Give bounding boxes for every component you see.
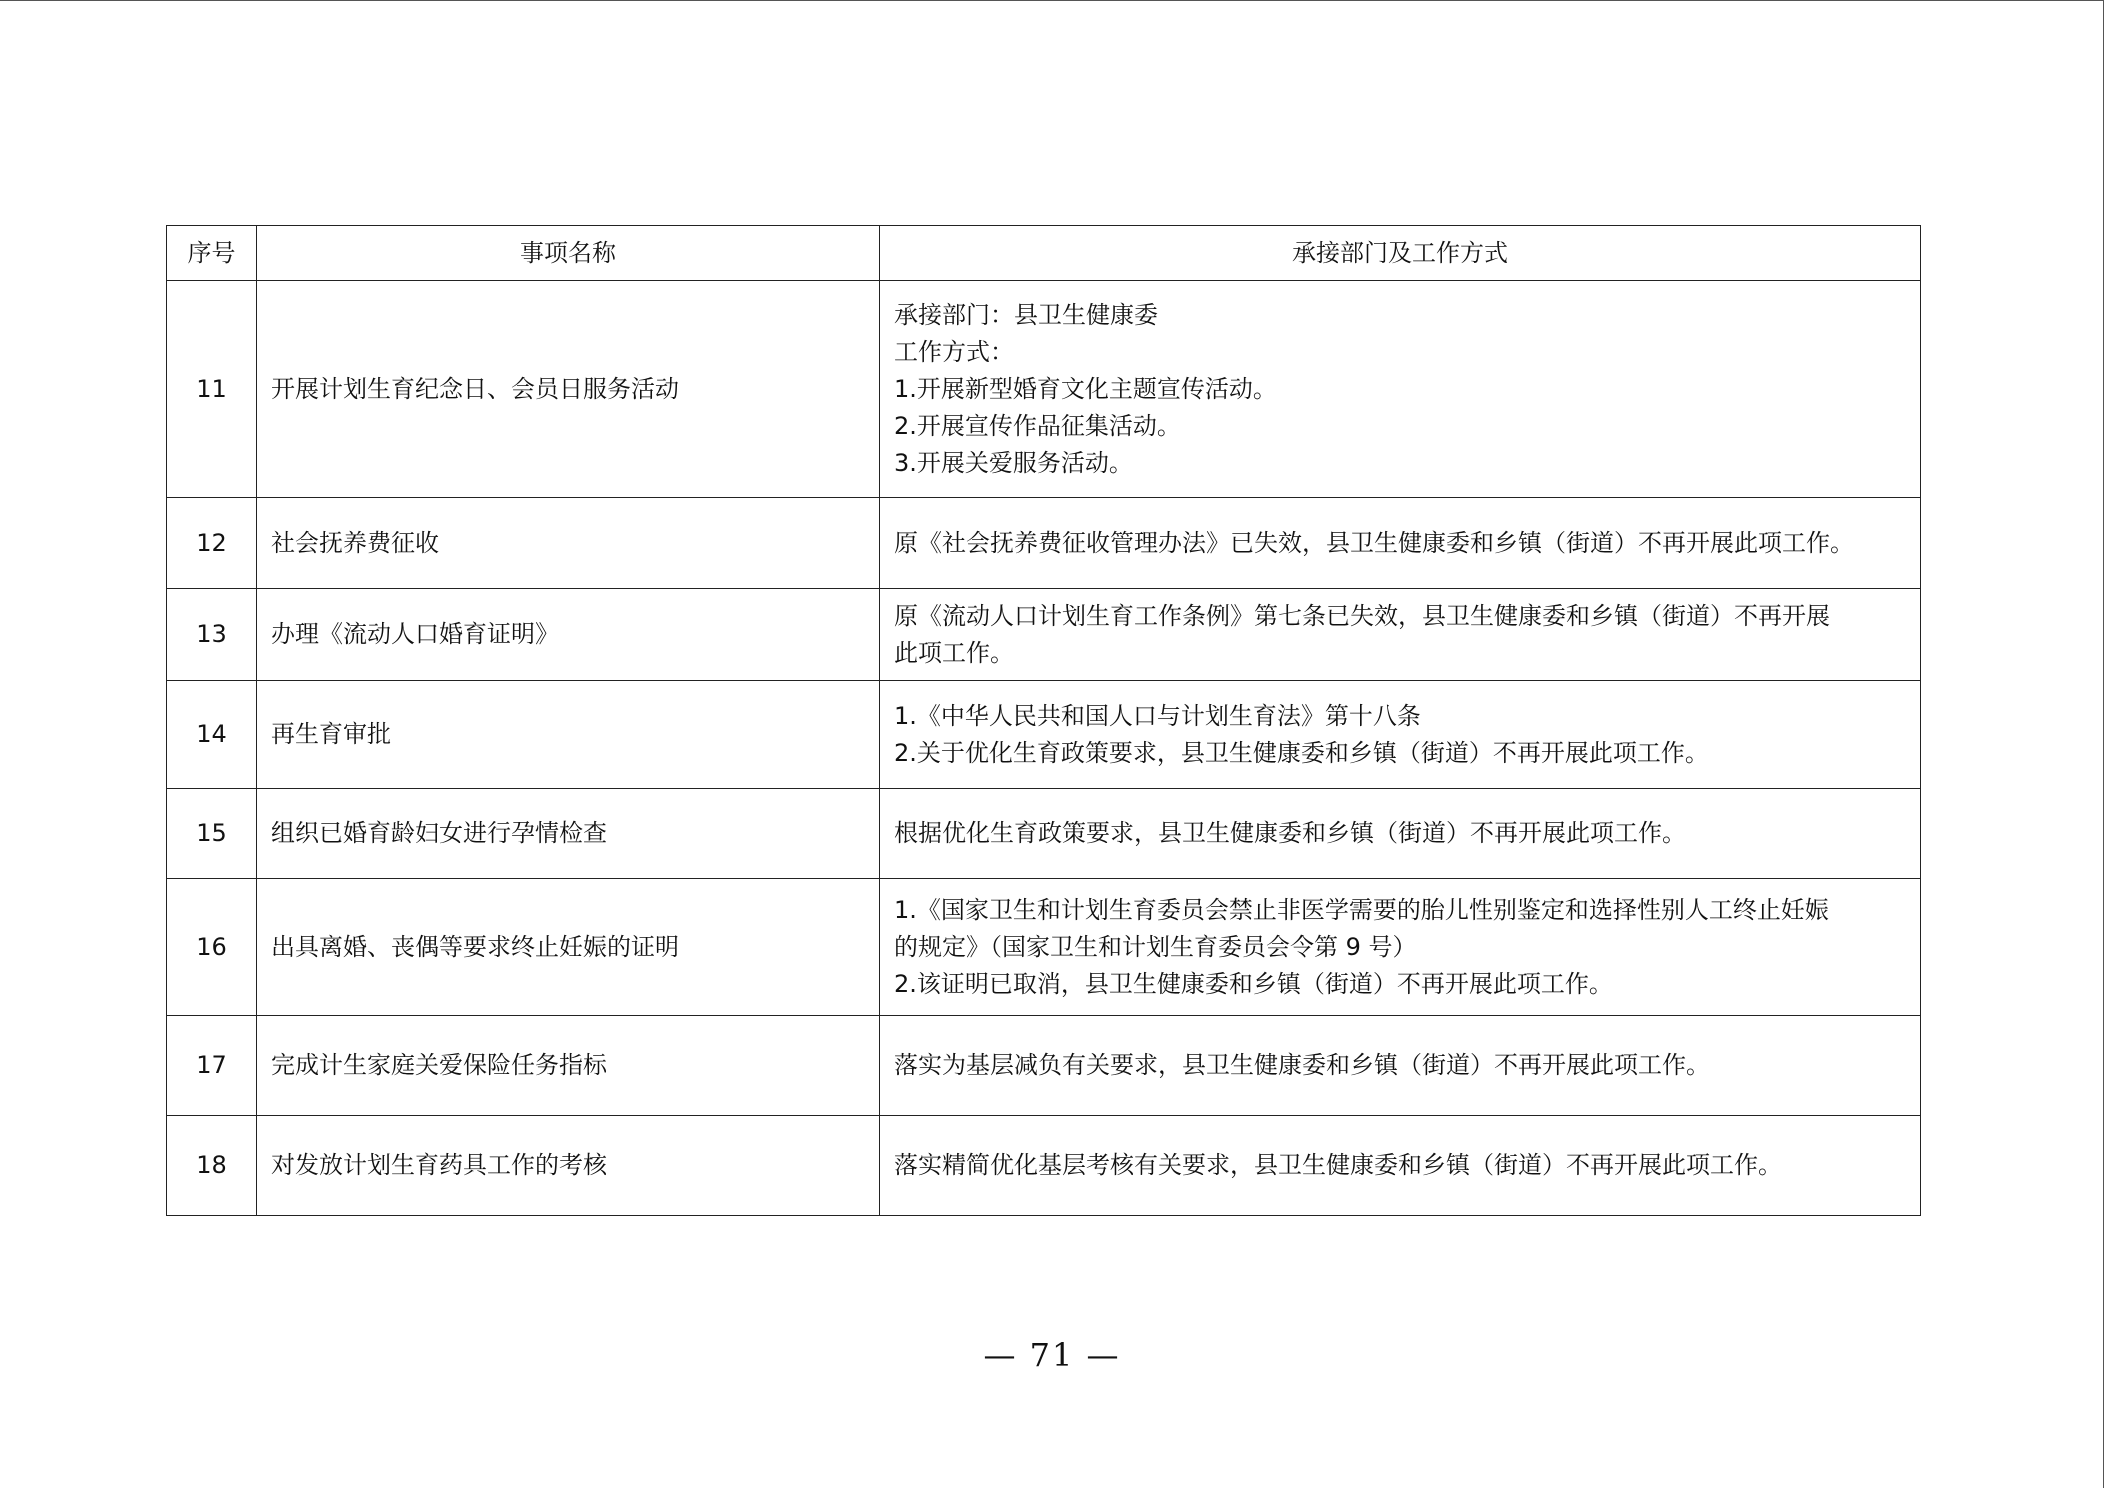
dept-line: 1.《国家卫生和计划生育委员会禁止非医学需要的胎儿性别鉴定和选择性别人工终止妊娠 bbox=[894, 895, 1829, 924]
table-row bbox=[167, 589, 1921, 681]
page-number: — 71 — bbox=[983, 1336, 1121, 1374]
row-department-method bbox=[880, 789, 1921, 879]
row-number: 18 bbox=[167, 1116, 257, 1216]
header-department-method: 承接部门及工作方式 bbox=[880, 226, 1921, 281]
dept-line: 2.关于优化生育政策要求，县卫生健康委和乡镇（街道）不再开展此项工作。 bbox=[894, 738, 1709, 767]
header-item-name: 事项名称 bbox=[257, 226, 880, 281]
table-row bbox=[167, 879, 1921, 1016]
table-row bbox=[167, 681, 1921, 789]
dept-line: 1.《中华人民共和国人口与计划生育法》第十八条 bbox=[894, 701, 1421, 730]
dept-line: 3.开展关爱服务活动。 bbox=[894, 448, 1133, 477]
row-department-method bbox=[880, 281, 1921, 498]
row-number: 16 bbox=[167, 879, 257, 1016]
row-department-method bbox=[880, 589, 1921, 681]
row-item-name: 开展计划生育纪念日、会员日服务活动 bbox=[257, 281, 880, 498]
row-number: 11 bbox=[167, 281, 257, 498]
row-item-name: 对发放计划生育药具工作的考核 bbox=[257, 1116, 880, 1216]
table-header-row bbox=[167, 226, 1921, 281]
dept-line: 原《社会抚养费征收管理办法》已失效，县卫生健康委和乡镇（街道）不再开展此项工作。 bbox=[894, 528, 1854, 557]
dept-line: 的规定》（国家卫生和计划生育委员会令第 9 号） bbox=[894, 932, 1417, 961]
row-item-name: 再生育审批 bbox=[257, 681, 880, 789]
dept-line: 根据优化生育政策要求，县卫生健康委和乡镇（街道）不再开展此项工作。 bbox=[894, 819, 1686, 847]
row-department-method bbox=[880, 879, 1921, 1016]
row-number: 12 bbox=[167, 498, 257, 589]
items-table bbox=[166, 225, 1921, 1216]
dept-line: 1.开展新型婚育文化主题宣传活动。 bbox=[894, 374, 1277, 403]
row-number: 17 bbox=[167, 1016, 257, 1116]
table-row bbox=[167, 1016, 1921, 1116]
dept-line: 此项工作。 bbox=[894, 638, 1014, 667]
dept-line: 2.开展宣传作品征集活动。 bbox=[894, 411, 1181, 440]
row-item-name: 社会抚养费征收 bbox=[257, 498, 880, 589]
row-number: 15 bbox=[167, 789, 257, 879]
row-number: 13 bbox=[167, 589, 257, 681]
dept-line: 落实为基层减负有关要求，县卫生健康委和乡镇（街道）不再开展此项工作。 bbox=[894, 1051, 1710, 1079]
dept-line: 落实精简优化基层考核有关要求，县卫生健康委和乡镇（街道）不再开展此项工作。 bbox=[894, 1151, 1782, 1179]
table-row bbox=[167, 498, 1921, 589]
dept-line: 工作方式： bbox=[894, 337, 1014, 366]
dept-line: 承接部门：县卫生健康委 bbox=[894, 300, 1158, 329]
header-serial-number: 序号 bbox=[167, 226, 257, 281]
row-number: 14 bbox=[167, 681, 257, 789]
row-department-method bbox=[880, 1116, 1921, 1216]
table-row bbox=[167, 789, 1921, 879]
row-item-name: 完成计生家庭关爱保险任务指标 bbox=[257, 1016, 880, 1116]
table-row bbox=[167, 1116, 1921, 1216]
row-item-name: 出具离婚、丧偶等要求终止妊娠的证明 bbox=[257, 879, 880, 1016]
row-item-name: 组织已婚育龄妇女进行孕情检查 bbox=[257, 789, 880, 879]
row-department-method bbox=[880, 498, 1921, 589]
row-item-name: 办理《流动人口婚育证明》 bbox=[257, 589, 880, 681]
dept-line: 2.该证明已取消，县卫生健康委和乡镇（街道）不再开展此项工作。 bbox=[894, 969, 1613, 998]
page-edge-top bbox=[0, 0, 2104, 1]
table-row bbox=[167, 281, 1921, 498]
dept-line: 原《流动人口计划生育工作条例》第七条已失效，县卫生健康委和乡镇（街道）不再开展 bbox=[894, 601, 1830, 630]
row-department-method bbox=[880, 1016, 1921, 1116]
row-department-method bbox=[880, 681, 1921, 789]
